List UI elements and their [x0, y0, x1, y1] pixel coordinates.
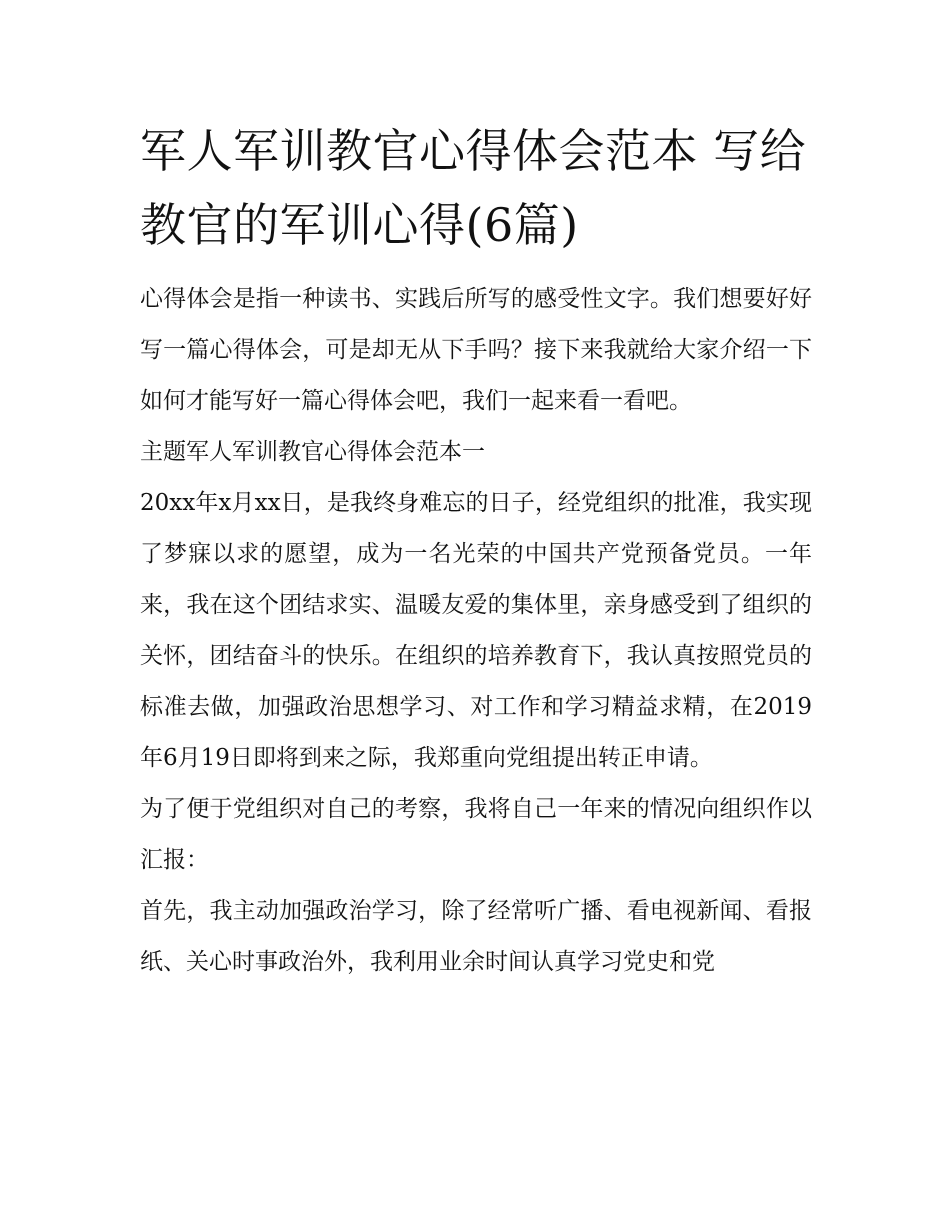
body-paragraph: 首先，我主动加强政治学习，除了经常听广播、看电视新闻、看报纸、关心时事政治外，我利用业余时间认真学习党史和党: [140, 898, 812, 975]
body-paragraph: 20xx年x月xx日，是我终身难忘的日子，经党组织的批准，我实现了梦寐以求的愿望，成为一名光荣的中国共产党预备党员。一年来，我在这个团结求实、温暖友爱的集体里，亲身感受到了组织的关怀，团结奋斗的快乐。在组织的培养教育下，我认真按照党员的标准去做，加强政治思想学习、对工作和学习精益求精，在2019年6月19日即将到来之际，我郑重向党组提出转正申请。: [140, 490, 812, 771]
intro-paragraph: 心得体会是指一种读书、实践后所写的感受性文字。我们想要好好写一篇心得体会，可是却无从下手吗？接下来我就给大家介绍一下如何才能写好一篇心得体会吧，我们一起来看一看吧。: [140, 286, 812, 414]
document-title: 军人军训教官心得体会范本 写给教官的军训心得(6篇): [140, 124, 807, 252]
document-page: [140, 114, 812, 988]
section-heading: 主题军人军训教官心得体会范本一: [140, 439, 485, 465]
body-paragraph: 为了便于党组织对自己的考察，我将自己一年来的情况向组织作以汇报：: [140, 796, 812, 873]
